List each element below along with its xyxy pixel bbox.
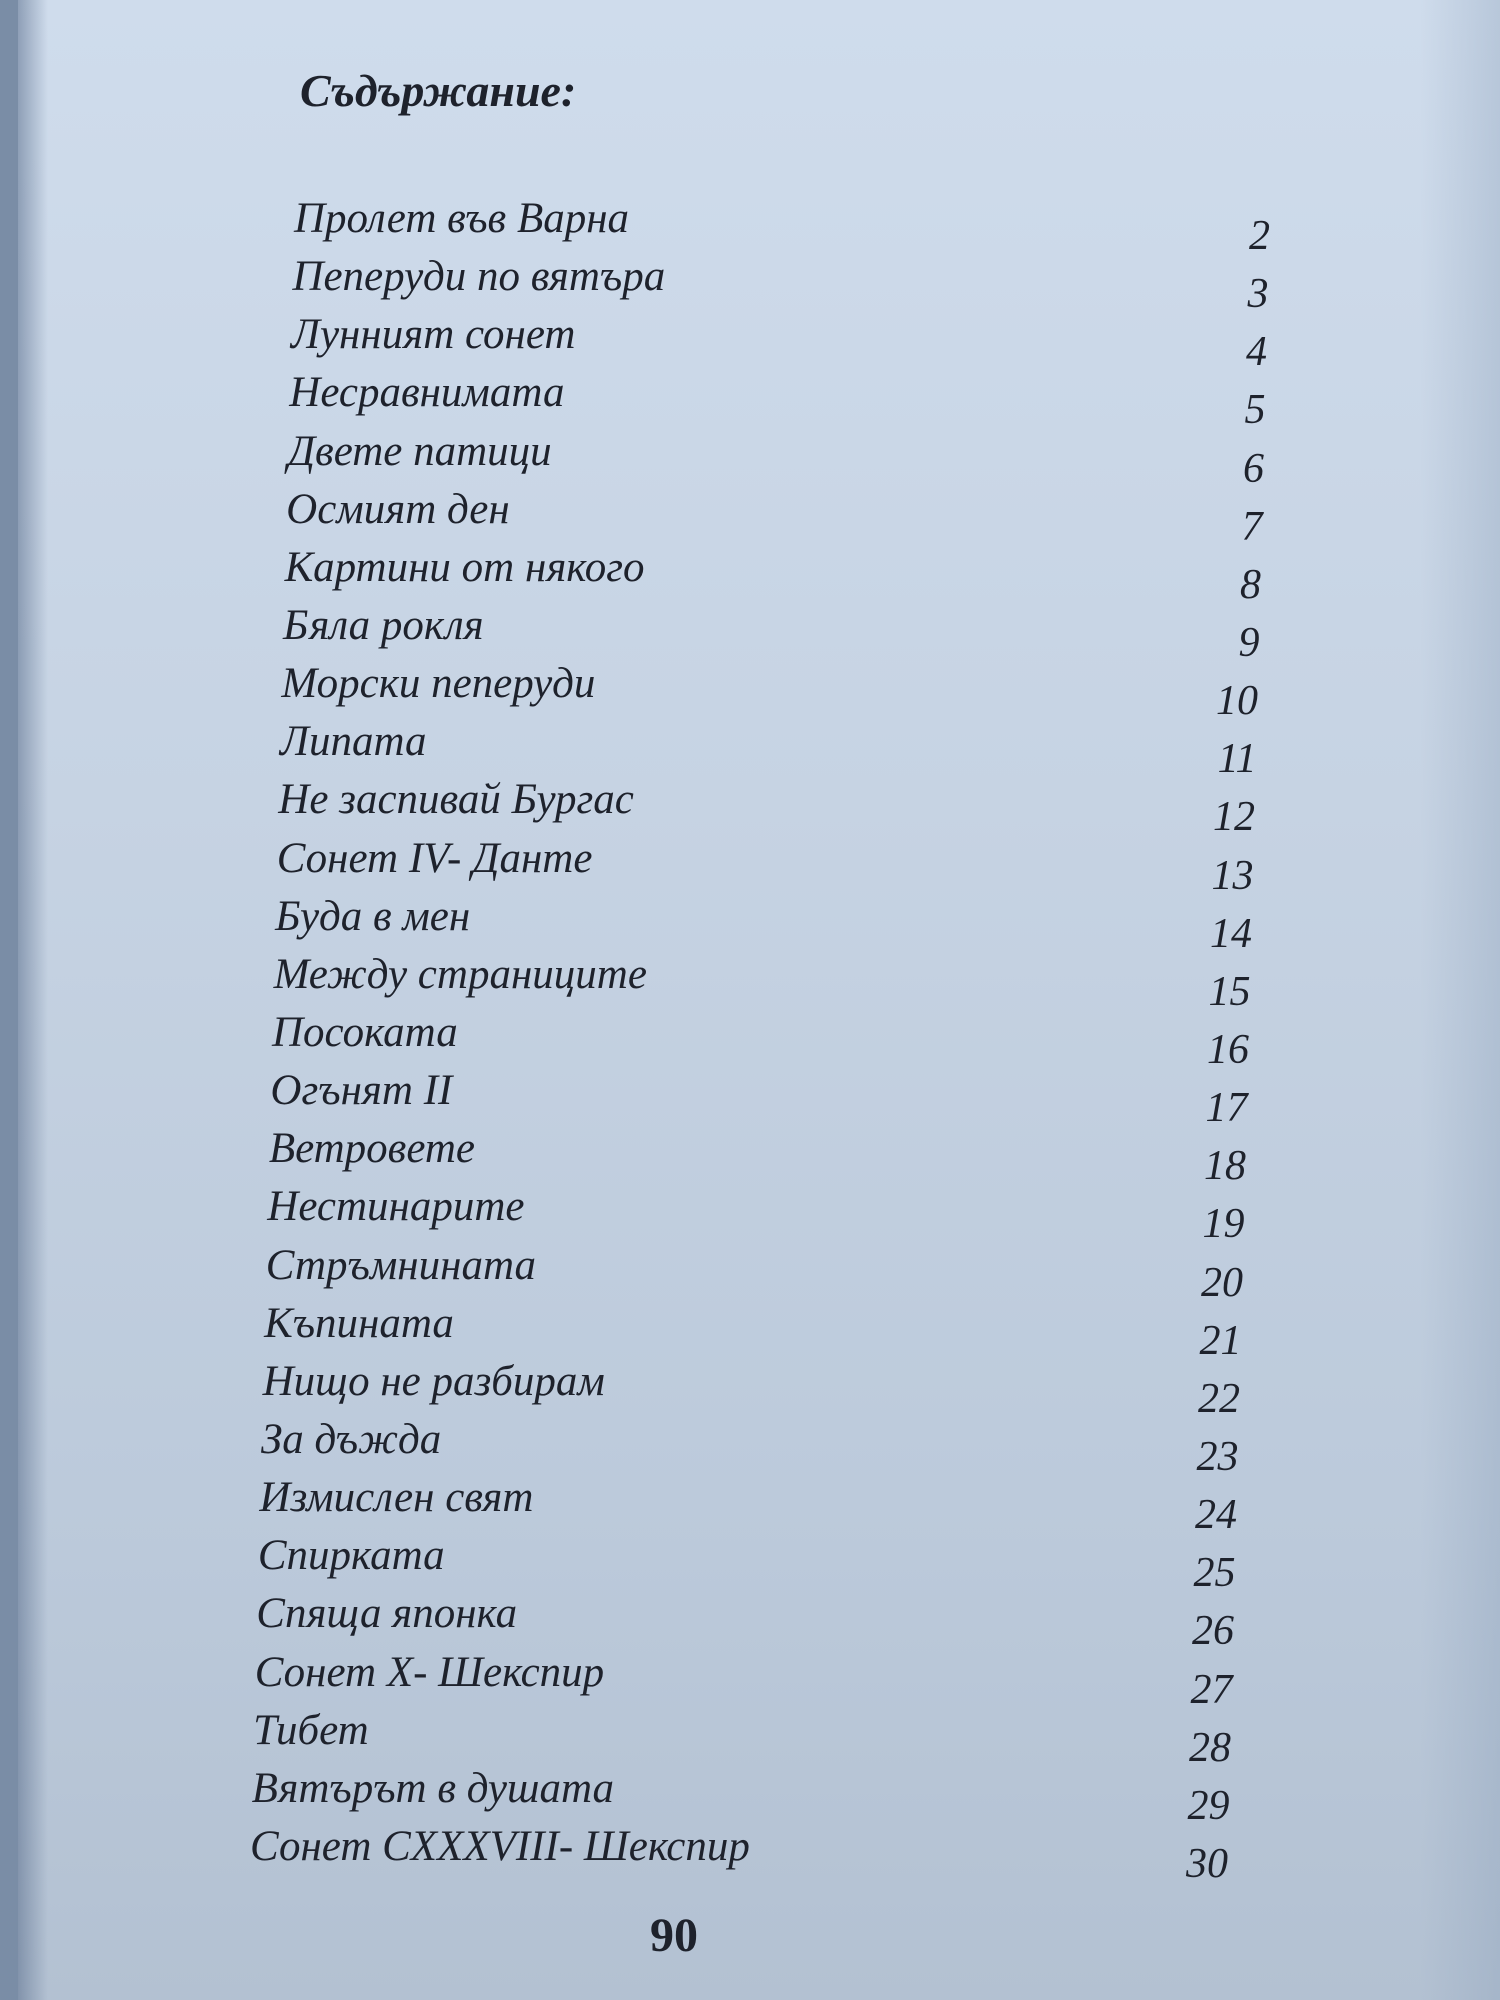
toc-entry-page: 12 bbox=[1213, 794, 1255, 841]
toc-entry-page: 17 bbox=[1205, 1085, 1248, 1132]
toc-entry-page: 21 bbox=[1199, 1317, 1242, 1364]
toc-entry-page: 24 bbox=[1195, 1492, 1237, 1539]
toc-entry-page: 28 bbox=[1189, 1724, 1231, 1771]
toc-entry-title: Нестинарите bbox=[267, 1183, 525, 1231]
toc-entry-page: 26 bbox=[1192, 1608, 1234, 1655]
toc-entry-page: 23 bbox=[1196, 1434, 1239, 1480]
toc-entry-title: Измислен свят bbox=[259, 1474, 534, 1522]
toc-entry-title: Стръмнината bbox=[265, 1241, 537, 1289]
toc-entry-title: Не заспивай Бургас bbox=[278, 776, 634, 824]
toc-entry-title: Сонет X- Шекспир bbox=[254, 1648, 605, 1696]
book-page bbox=[18, 0, 1500, 2000]
contents-heading: Съдържание: bbox=[300, 65, 577, 116]
toc-entry-title: Двете патици bbox=[287, 427, 552, 475]
toc-entry-page: 19 bbox=[1202, 1201, 1245, 1248]
toc-entry-title: Посоката bbox=[272, 1009, 458, 1056]
toc-entry-page: 27 bbox=[1190, 1666, 1233, 1713]
toc-entry-page: 5 bbox=[1244, 387, 1266, 434]
toc-entry-page: 11 bbox=[1217, 736, 1257, 783]
toc-entry-page: 6 bbox=[1243, 445, 1264, 492]
toc-entry-page: 8 bbox=[1240, 561, 1261, 608]
toc-entry-title: Спяща японка bbox=[256, 1590, 518, 1638]
toc-entry-page: 16 bbox=[1207, 1027, 1249, 1073]
toc-entry-page: 7 bbox=[1241, 503, 1263, 550]
toc-entry-title: Пролет във Варна bbox=[294, 195, 630, 242]
toc-entry-title: Къпината bbox=[264, 1299, 454, 1347]
toc-entry-title: Спирката bbox=[257, 1532, 445, 1580]
toc-entry-page: 25 bbox=[1193, 1550, 1236, 1597]
toc-entry-title: Ветровете bbox=[268, 1125, 476, 1173]
toc-entry-page: 22 bbox=[1198, 1375, 1240, 1422]
toc-entry-title: Бяла рокля bbox=[283, 602, 484, 649]
toc-entry-title: Сонет IV- Данте bbox=[276, 834, 593, 882]
toc-entry-title: Пеперуди по вятъра bbox=[292, 253, 666, 301]
toc-entry-title: Сонет CXXXVIII- Шекспир bbox=[250, 1823, 750, 1870]
toc-entry-title: Между страниците bbox=[273, 950, 647, 998]
toc-entry-title: За дъжда bbox=[261, 1416, 442, 1463]
toc-entry-page: 15 bbox=[1208, 968, 1251, 1015]
toc-entry-title: Вятърът в душата bbox=[251, 1764, 615, 1812]
toc-entry-title: Морски пеперуди bbox=[281, 660, 596, 708]
toc-entry-page: 14 bbox=[1210, 910, 1252, 957]
toc-entry-title: Липата bbox=[279, 718, 427, 766]
page-number: 90 bbox=[650, 1909, 698, 1962]
toc-entry-title: Несравнимата bbox=[289, 369, 565, 417]
toc-entry-title: Тибет bbox=[253, 1706, 369, 1754]
toc-entry-page: 30 bbox=[1186, 1841, 1228, 1887]
toc-entry-title: Лунният сонет bbox=[290, 311, 576, 359]
toc-entry-page: 18 bbox=[1204, 1143, 1246, 1190]
toc-entry-page: 13 bbox=[1211, 852, 1254, 899]
toc-entry-title: Нищо не разбирам bbox=[262, 1357, 605, 1405]
toc-entry-title: Осмият ден bbox=[286, 485, 510, 533]
toc-entry-title: Буда в мен bbox=[275, 892, 471, 940]
toc-entry-page: 10 bbox=[1216, 678, 1258, 725]
toc-entry-page: 3 bbox=[1247, 271, 1269, 318]
toc-entry-page: 20 bbox=[1201, 1259, 1243, 1306]
toc-entry-page: 29 bbox=[1187, 1782, 1230, 1829]
toc-entry-title: Картини от някого bbox=[284, 543, 645, 591]
table-of-contents bbox=[18, 0, 1500, 2000]
toc-entry-page: 4 bbox=[1246, 329, 1267, 376]
toc-entry-page: 9 bbox=[1238, 620, 1260, 666]
toc-entry-title: Огънят II bbox=[270, 1067, 453, 1115]
toc-entry-page: 2 bbox=[1249, 213, 1270, 259]
